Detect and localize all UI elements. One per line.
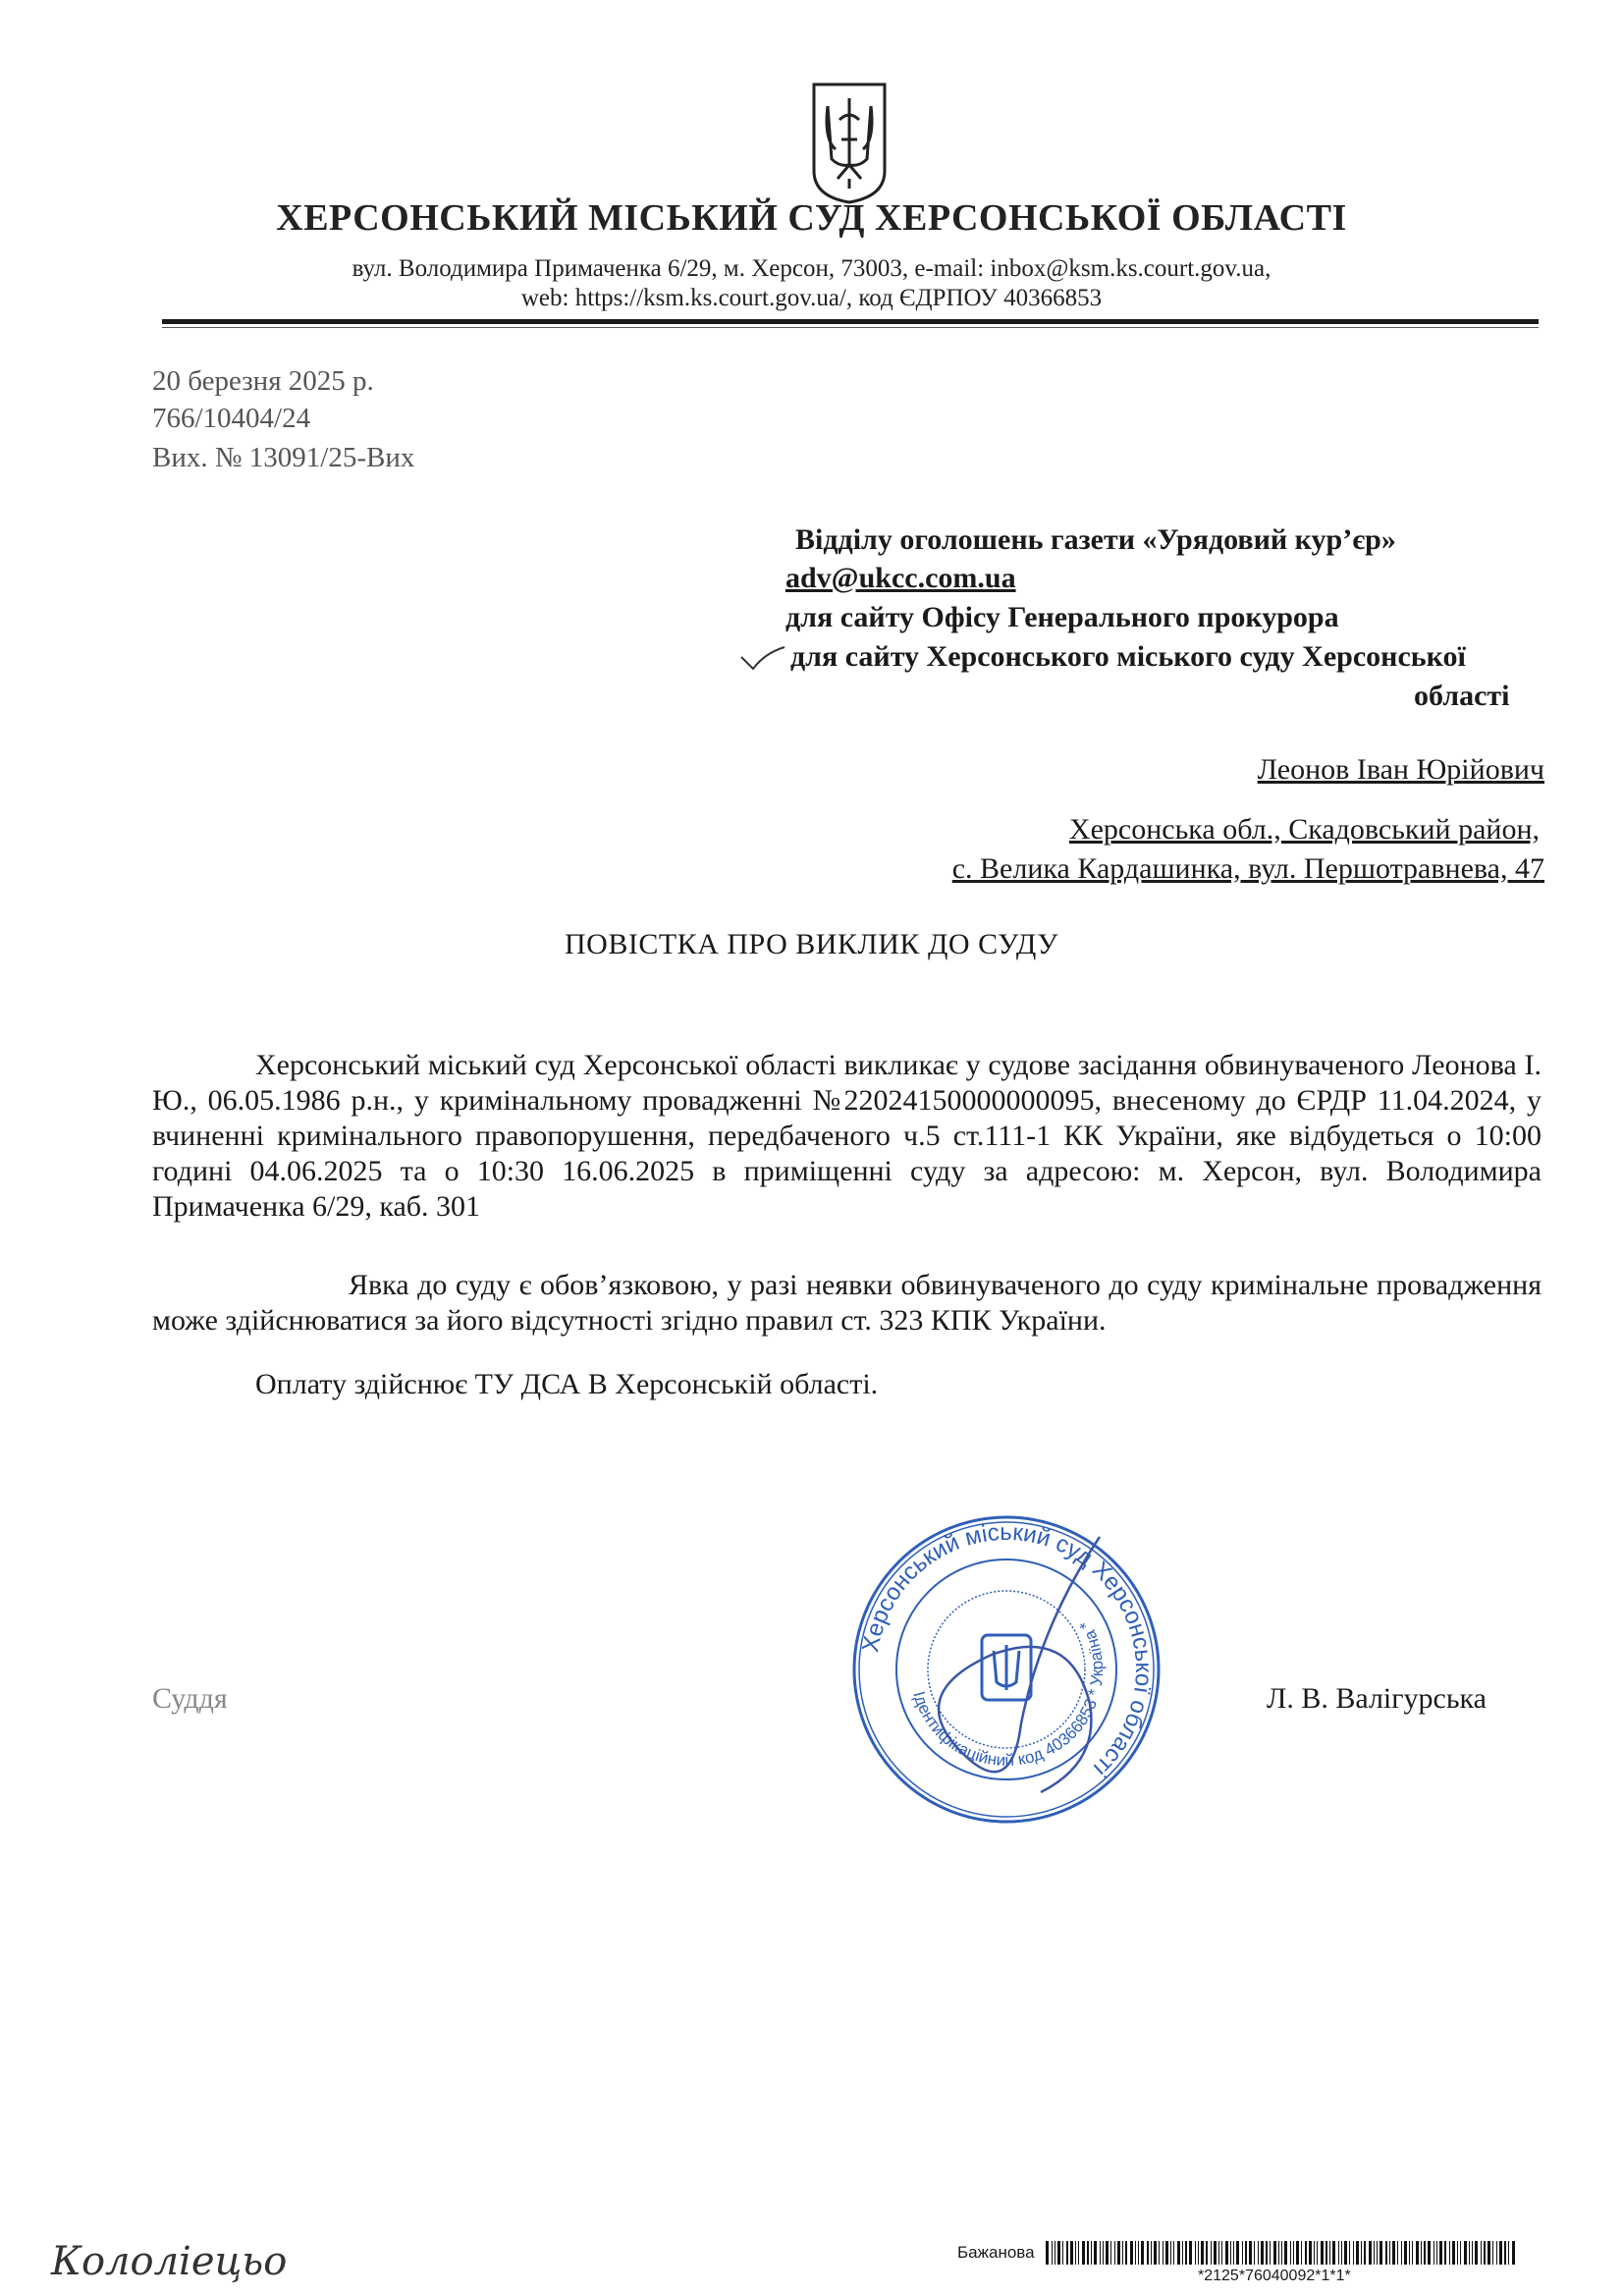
barcode-bar [1389, 2241, 1390, 2265]
barcode-number: *2125*76040092*1*1* [1198, 2268, 1351, 2284]
barcode-bar [1052, 2241, 1053, 2265]
barcode-bar [1245, 2241, 1247, 2265]
barcode-bar [1233, 2241, 1234, 2265]
barcode-bar [1159, 2241, 1160, 2265]
barcode-bar [1325, 2241, 1327, 2265]
recipient-name: Леонов Іван Юрійович [1257, 753, 1544, 786]
barcode-bar [1496, 2241, 1497, 2265]
barcode-bar [1361, 2241, 1362, 2265]
barcode-bar [1154, 2241, 1157, 2265]
barcode-bar [1317, 2241, 1318, 2265]
barcode-bar [1416, 2241, 1419, 2265]
barcode-bar [1258, 2241, 1259, 2265]
barcode-bar [1254, 2241, 1255, 2265]
barcode-bars [1046, 2241, 1517, 2265]
handwritten-checkmark-icon [739, 643, 786, 673]
barcode-bar [1182, 2241, 1183, 2265]
barcode-bar [1472, 2241, 1473, 2265]
barcode-bar [1075, 2241, 1076, 2265]
outgoing-number: Вих. № 13091/25-Вих [152, 442, 415, 473]
barcode-bar [1270, 2241, 1271, 2265]
barcode-bar [1488, 2241, 1490, 2265]
barcode-bar [1314, 2241, 1315, 2265]
barcode-bar [1512, 2241, 1515, 2265]
addressee-court-site: для сайту Херсонського міського суду Херсонської [790, 640, 1466, 673]
barcode-bar [1173, 2241, 1174, 2265]
stamp-inner-text: Ідентифікаційний код 40366853 * Україна * [909, 1616, 1108, 1771]
barcode-bar [1452, 2241, 1455, 2265]
addressee-email: adv@ukcc.com.ua [785, 562, 1016, 594]
barcode-bar [1066, 2241, 1068, 2265]
barcode-bar [1135, 2241, 1136, 2265]
barcode-bar [1321, 2241, 1324, 2265]
stamp-outer-text: Херсонський міський суд Херсонської області [857, 1518, 1158, 1782]
barcode-bar [1230, 2241, 1231, 2265]
barcode-bar [1329, 2241, 1330, 2265]
barcode-bar [1151, 2241, 1152, 2265]
barcode-bar [1281, 2241, 1282, 2265]
clerk-name: Бажанова [957, 2243, 1035, 2262]
barcode-bar [1377, 2241, 1378, 2265]
barcode-bar [1449, 2241, 1450, 2265]
barcode-bar [1110, 2241, 1111, 2265]
barcode-bar [1305, 2241, 1307, 2265]
barcode-bar [1457, 2241, 1458, 2265]
barcode-bar [1094, 2241, 1097, 2265]
barcode-bar [1117, 2241, 1120, 2265]
barcode-bar [1138, 2241, 1139, 2265]
barcode-bar [1392, 2241, 1395, 2265]
addressee-court-site-cont: області [1414, 680, 1510, 712]
barcode-bar [1428, 2241, 1431, 2265]
body-paragraph-attendance: Явка до суду є обов’язковою, у разі неявки обвинуваченого до суду кримінальне провадження може здійснюватися за його відсутності згідно правил ст. 323 КПК України. [152, 1269, 1542, 1337]
barcode-bar [1460, 2241, 1461, 2265]
barcode-bar [1293, 2241, 1294, 2265]
barcode-bar [1369, 2241, 1372, 2265]
barcode-bar [1341, 2241, 1342, 2265]
court-name-heading: ХЕРСОНСЬКИЙ МІСЬКИЙ СУД ХЕРСОНСЬКОЇ ОБЛАСТІ [276, 197, 1347, 239]
barcode-bar [1201, 2241, 1204, 2265]
body-paragraph-payment: Оплату здійснює ТУ ДСА В Херсонській області. [255, 1368, 879, 1400]
barcode-bar [1087, 2241, 1089, 2265]
barcode-bar [1165, 2241, 1168, 2265]
barcode-bar [1508, 2241, 1509, 2265]
barcode-bar [1444, 2241, 1446, 2265]
barcode-bar [1374, 2241, 1375, 2265]
judge-label: Суддя [152, 1682, 228, 1715]
barcode-bar [1484, 2241, 1486, 2265]
recipient-address-line2: с. Велика Кардашинка, вул. Першотравнева, 47 [951, 852, 1544, 885]
barcode-bar [1125, 2241, 1127, 2265]
barcode-bar [1185, 2241, 1187, 2265]
barcode-bar [1504, 2241, 1506, 2265]
handwritten-note [47, 2229, 332, 2288]
barcode-bar [1273, 2241, 1276, 2265]
addressee-prosecutor-site: для сайту Офісу Генерального прокурора [785, 601, 1339, 633]
barcode-bar [1296, 2241, 1299, 2265]
barcode-bar [1218, 2241, 1219, 2265]
barcode-bar [1332, 2241, 1335, 2265]
barcode-bar [1070, 2241, 1073, 2265]
barcode-bar [1475, 2241, 1478, 2265]
barcode-bar [1195, 2241, 1196, 2265]
barcode-bar [1301, 2241, 1302, 2265]
barcode-bar [1114, 2241, 1115, 2265]
barcode-bar [1353, 2241, 1354, 2265]
document-title: ПОВІСТКА ПРО ВИКЛИК ДО СУДУ [565, 928, 1058, 960]
barcode-bar [1147, 2241, 1149, 2265]
barcode-bar [1249, 2241, 1252, 2265]
barcode-bar [1380, 2241, 1382, 2265]
barcode-bar [1278, 2241, 1279, 2265]
barcode-bar [1046, 2241, 1049, 2265]
official-stamp [844, 1507, 1168, 1831]
barcode-bar [1421, 2241, 1422, 2265]
barcode-bar [1170, 2241, 1171, 2265]
barcode-bar [1401, 2241, 1402, 2265]
barcode-bar [1062, 2241, 1063, 2265]
judge-name: Л. В. Валігурська [1267, 1682, 1487, 1715]
document-date: 20 березня 2025 р. [152, 365, 374, 397]
coat-of-arms-icon [810, 81, 889, 206]
header-divider [162, 319, 1539, 324]
barcode-bar [1338, 2241, 1339, 2265]
barcode-bar [1284, 2241, 1287, 2265]
svg-text:Кололіецьо: Кололіецьо [51, 2239, 288, 2284]
barcode-bar [1492, 2241, 1493, 2265]
barcode-bar [1266, 2241, 1268, 2265]
barcode-bar [1225, 2241, 1228, 2265]
barcode-block [957, 2239, 1546, 2288]
barcode-bar [1177, 2241, 1180, 2265]
barcode-bar [1499, 2241, 1502, 2265]
barcode-bar [1057, 2241, 1060, 2265]
barcode-bar [1221, 2241, 1222, 2265]
barcode-bar [1424, 2241, 1426, 2265]
barcode-bar [1344, 2241, 1347, 2265]
barcode-bar [1404, 2241, 1407, 2265]
body-paragraph-summons: Херсонський міський суд Херсонської області викликає у судове засідання обвинуваченого Леонова І. Ю., 06.05.1986 р.н., у кримінальному провадженні №22024150000000095, внесеному до ЄРДР 11.04.2024, у вчиненні кримінального правопорушення, передбаченого ч.5 ст.111-1 КК України, яке відбудеться о 10:00 годині 04.06.2025 та о 10:30 16.06.2025 в приміщенні суду за адресою: м. Херсон, вул. Володимира Примаченка 6/29, каб. 301 [152, 1049, 1542, 1223]
barcode-bar [1469, 2241, 1470, 2265]
court-address-line: вул. Володимира Примаченка 6/29, м. Херсон, 73003, e-mail: inbox@ksm.ks.court.gov.ua, [352, 255, 1271, 282]
barcode-bar [1290, 2241, 1291, 2265]
barcode-bar [1236, 2241, 1239, 2265]
barcode-bar [1103, 2241, 1104, 2265]
barcode-bar [1409, 2241, 1410, 2265]
case-number: 766/10404/24 [152, 403, 311, 434]
barcode-bar [1481, 2241, 1482, 2265]
barcode-bar [1242, 2241, 1243, 2265]
barcode-bar [1106, 2241, 1109, 2265]
barcode-bar [1436, 2241, 1437, 2265]
barcode-bar [1189, 2241, 1192, 2265]
barcode-bar [1082, 2241, 1085, 2265]
barcode-bar [1211, 2241, 1212, 2265]
barcode-bar [1364, 2241, 1366, 2265]
header-divider-thin [162, 327, 1539, 328]
barcode-bar [1439, 2241, 1442, 2265]
barcode-bar [1206, 2241, 1208, 2265]
court-web-line: web: https://ksm.ks.court.gov.ua/, код ЄДРПОУ 40366853 [520, 285, 1103, 311]
barcode-bar [1091, 2241, 1092, 2265]
barcode-bar [1412, 2241, 1413, 2265]
barcode-bar [1122, 2241, 1123, 2265]
barcode-bar [1141, 2241, 1144, 2265]
barcode-bar [1385, 2241, 1387, 2265]
addressee-newspaper: Відділу оголошень газети «Урядовий кур’єр» [795, 523, 1396, 556]
barcode-bar [1397, 2241, 1398, 2265]
barcode-bar [1100, 2241, 1101, 2265]
barcode-bar [1198, 2241, 1199, 2265]
recipient-address-line1: Херсонська обл., Скадовський район, [1068, 813, 1540, 846]
barcode-bar [1309, 2241, 1312, 2265]
barcode-bar [1261, 2241, 1264, 2265]
stamp-emblem-icon [982, 1635, 1031, 1700]
barcode-bar [1214, 2241, 1217, 2265]
barcode-bar [1464, 2241, 1467, 2265]
barcode-bar [1130, 2241, 1133, 2265]
barcode-bar [1356, 2241, 1359, 2265]
barcode-bar [1349, 2241, 1350, 2265]
barcode-bar [1078, 2241, 1079, 2265]
